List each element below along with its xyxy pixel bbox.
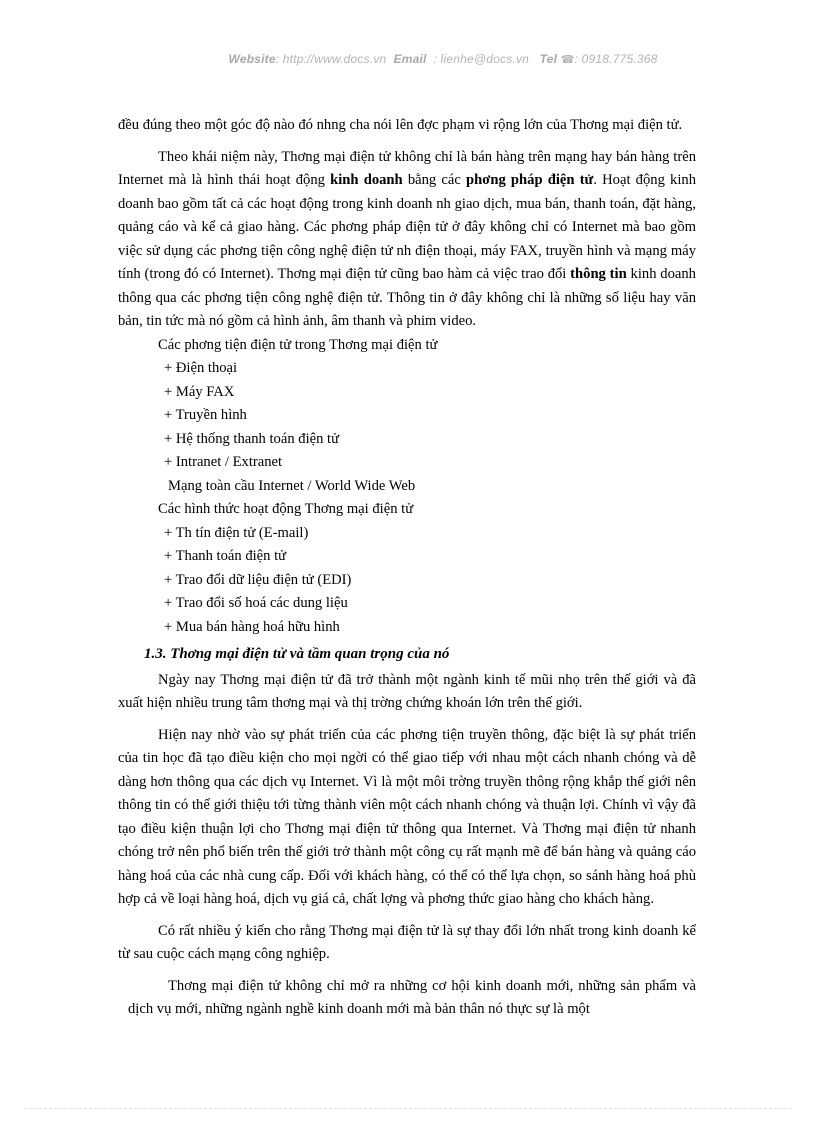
paragraph-3: Ngày nay Thơng mại điện tử đã trở thành một ngành kinh tế mũi nhọ trên thế giới và đã xuất hiện nhiều trung tâm thơng mại và thị trờng chứng khoán lớn trên thế giới. [118, 671, 696, 711]
list-item: + Hệ thống thanh toán điện tử [164, 430, 340, 447]
text-run: . Hoạt động kinh doanh bao gồm tất cả các hoạt động trong kinh doanh nh giao dịch, mua bán, thanh toán, đặt hàng, quảng cáo và kể cả giao hàng. Các phơng pháp điện tử ở đây không chỉ có Internet mà bao gồm việc sử dụng các phơng tiện công nghệ điện tử nh điện thoại, máy FAX, truyền hình và mạng máy tính (trong đó có Internet). Thơng mại điện tử cũng bao hàm cả việc trao đổi [118, 172, 696, 282]
bold-term: phơng pháp điện tử [466, 172, 594, 188]
list-2-heading: Các hình thức hoạt động Thơng mại điện tử [158, 501, 414, 517]
section-heading: 1.3. Thơng mại điện tử và tầm quan trọng của nó [144, 646, 450, 662]
website-label: Website [228, 52, 276, 66]
bold-term: kinh doanh [330, 172, 403, 188]
list-item: + Máy FAX [164, 383, 235, 400]
text-run: bằng các [402, 172, 467, 188]
document-body [118, 114, 696, 1022]
paragraph-5: Có rất nhiều ý kiến cho rằng Thơng mại điện tử là sự thay đổi lớn nhất trong kinh doanh kể từ sau cuộc cách mạng công nghiệp. [118, 922, 696, 962]
list-item: + Điện thoại [164, 360, 238, 376]
text-run: kinh doanh thông qua các phơng tiện công nghệ điện tử. Thông tin ở đây không chỉ là những số liệu hay văn bản, tin tức mà nó gồm cả hình ảnh, âm thanh và phim video. [118, 266, 696, 329]
tel-label: Tel [539, 52, 558, 66]
paragraph-6: Thơng mại điện tử không chỉ mở ra những cơ hội kinh doanh mới, những sản phẩm và dịch vụ mới, những ngành nghề kinh doanh mới mà bản thân nó thực sự là một [128, 977, 696, 1017]
paragraph-2 [118, 146, 696, 334]
list-1-heading: Các phơng tiện điện tử trong Thơng mại điện tử [158, 336, 438, 353]
paragraph-4: Hiện nay nhờ vào sự phát triển của các phơng tiện truyền thông, đặc biệt là sự phát triển của tin học đã tạo điều kiện cho mọi ngời có thể giao tiếp với nhau một cách nhanh chóng và dễ dàng hơn thông qua các dịch vụ Internet. Vì là một môi trờng truyền thông rộng khắp thế giới nên thông tin có thể giới thiệu tới từng thành viên một cách nhanh chóng và thuận lợi. Chính vì vậy đã tạo điều kiện thuận lợi cho Thơng mại điện tử thông qua Internet. Và Thơng mại điện tử nhanh chóng trở nên phổ biến trên thế giới trở thành một công cụ rất mạnh mẽ để bán hàng và quảng cáo hàng hoá của các nhà cung cấp. Đối với khách hàng, có thể có thể lựa chọn, so sánh hàng hoá phù hợp cả về loại hàng hoá, dịch vụ giá cả, chất lợng và phơng thức giao hàng cho khách hàng. [118, 726, 696, 907]
list-item: + Trao đổi dữ liệu điện tử (EDI) [164, 571, 352, 588]
page-header [0, 52, 816, 66]
list-item: + Thanh toán điện tử [164, 548, 287, 564]
paragraph-1: đều đúng theo một góc độ nào đó nhng cha nói lên đợc phạm vi rộng lớn của Thơng mại điện tử. [118, 117, 683, 133]
bold-term: thông tin [570, 266, 627, 282]
text-run: Theo khái niệm này, Thơng mại điện tử không chỉ là bán hàng trên mạng hay bán hàng trên Internet mà là hình thái hoạt động [118, 148, 696, 188]
list-item: + Trao đổi số hoá các dung liệu [164, 595, 348, 611]
list-item: Mạng toàn cầu Internet / World Wide Web [168, 477, 416, 494]
page-bottom-divider [24, 1108, 792, 1109]
email-value: : lienhe@docs.vn [433, 52, 530, 66]
tel-value: : 0918.775.368 [574, 52, 658, 66]
phone-icon: ☎ [560, 54, 575, 66]
email-label: Email [393, 52, 427, 66]
list-item: + Th tín điện tử (E-mail) [164, 524, 309, 541]
list-item: + Truyền hình [164, 407, 247, 423]
list-item: + Intranet / Extranet [164, 454, 283, 470]
website-value: : http://www.docs.vn [275, 52, 387, 66]
list-item: + Mua bán hàng hoá hữu hình [164, 618, 340, 635]
